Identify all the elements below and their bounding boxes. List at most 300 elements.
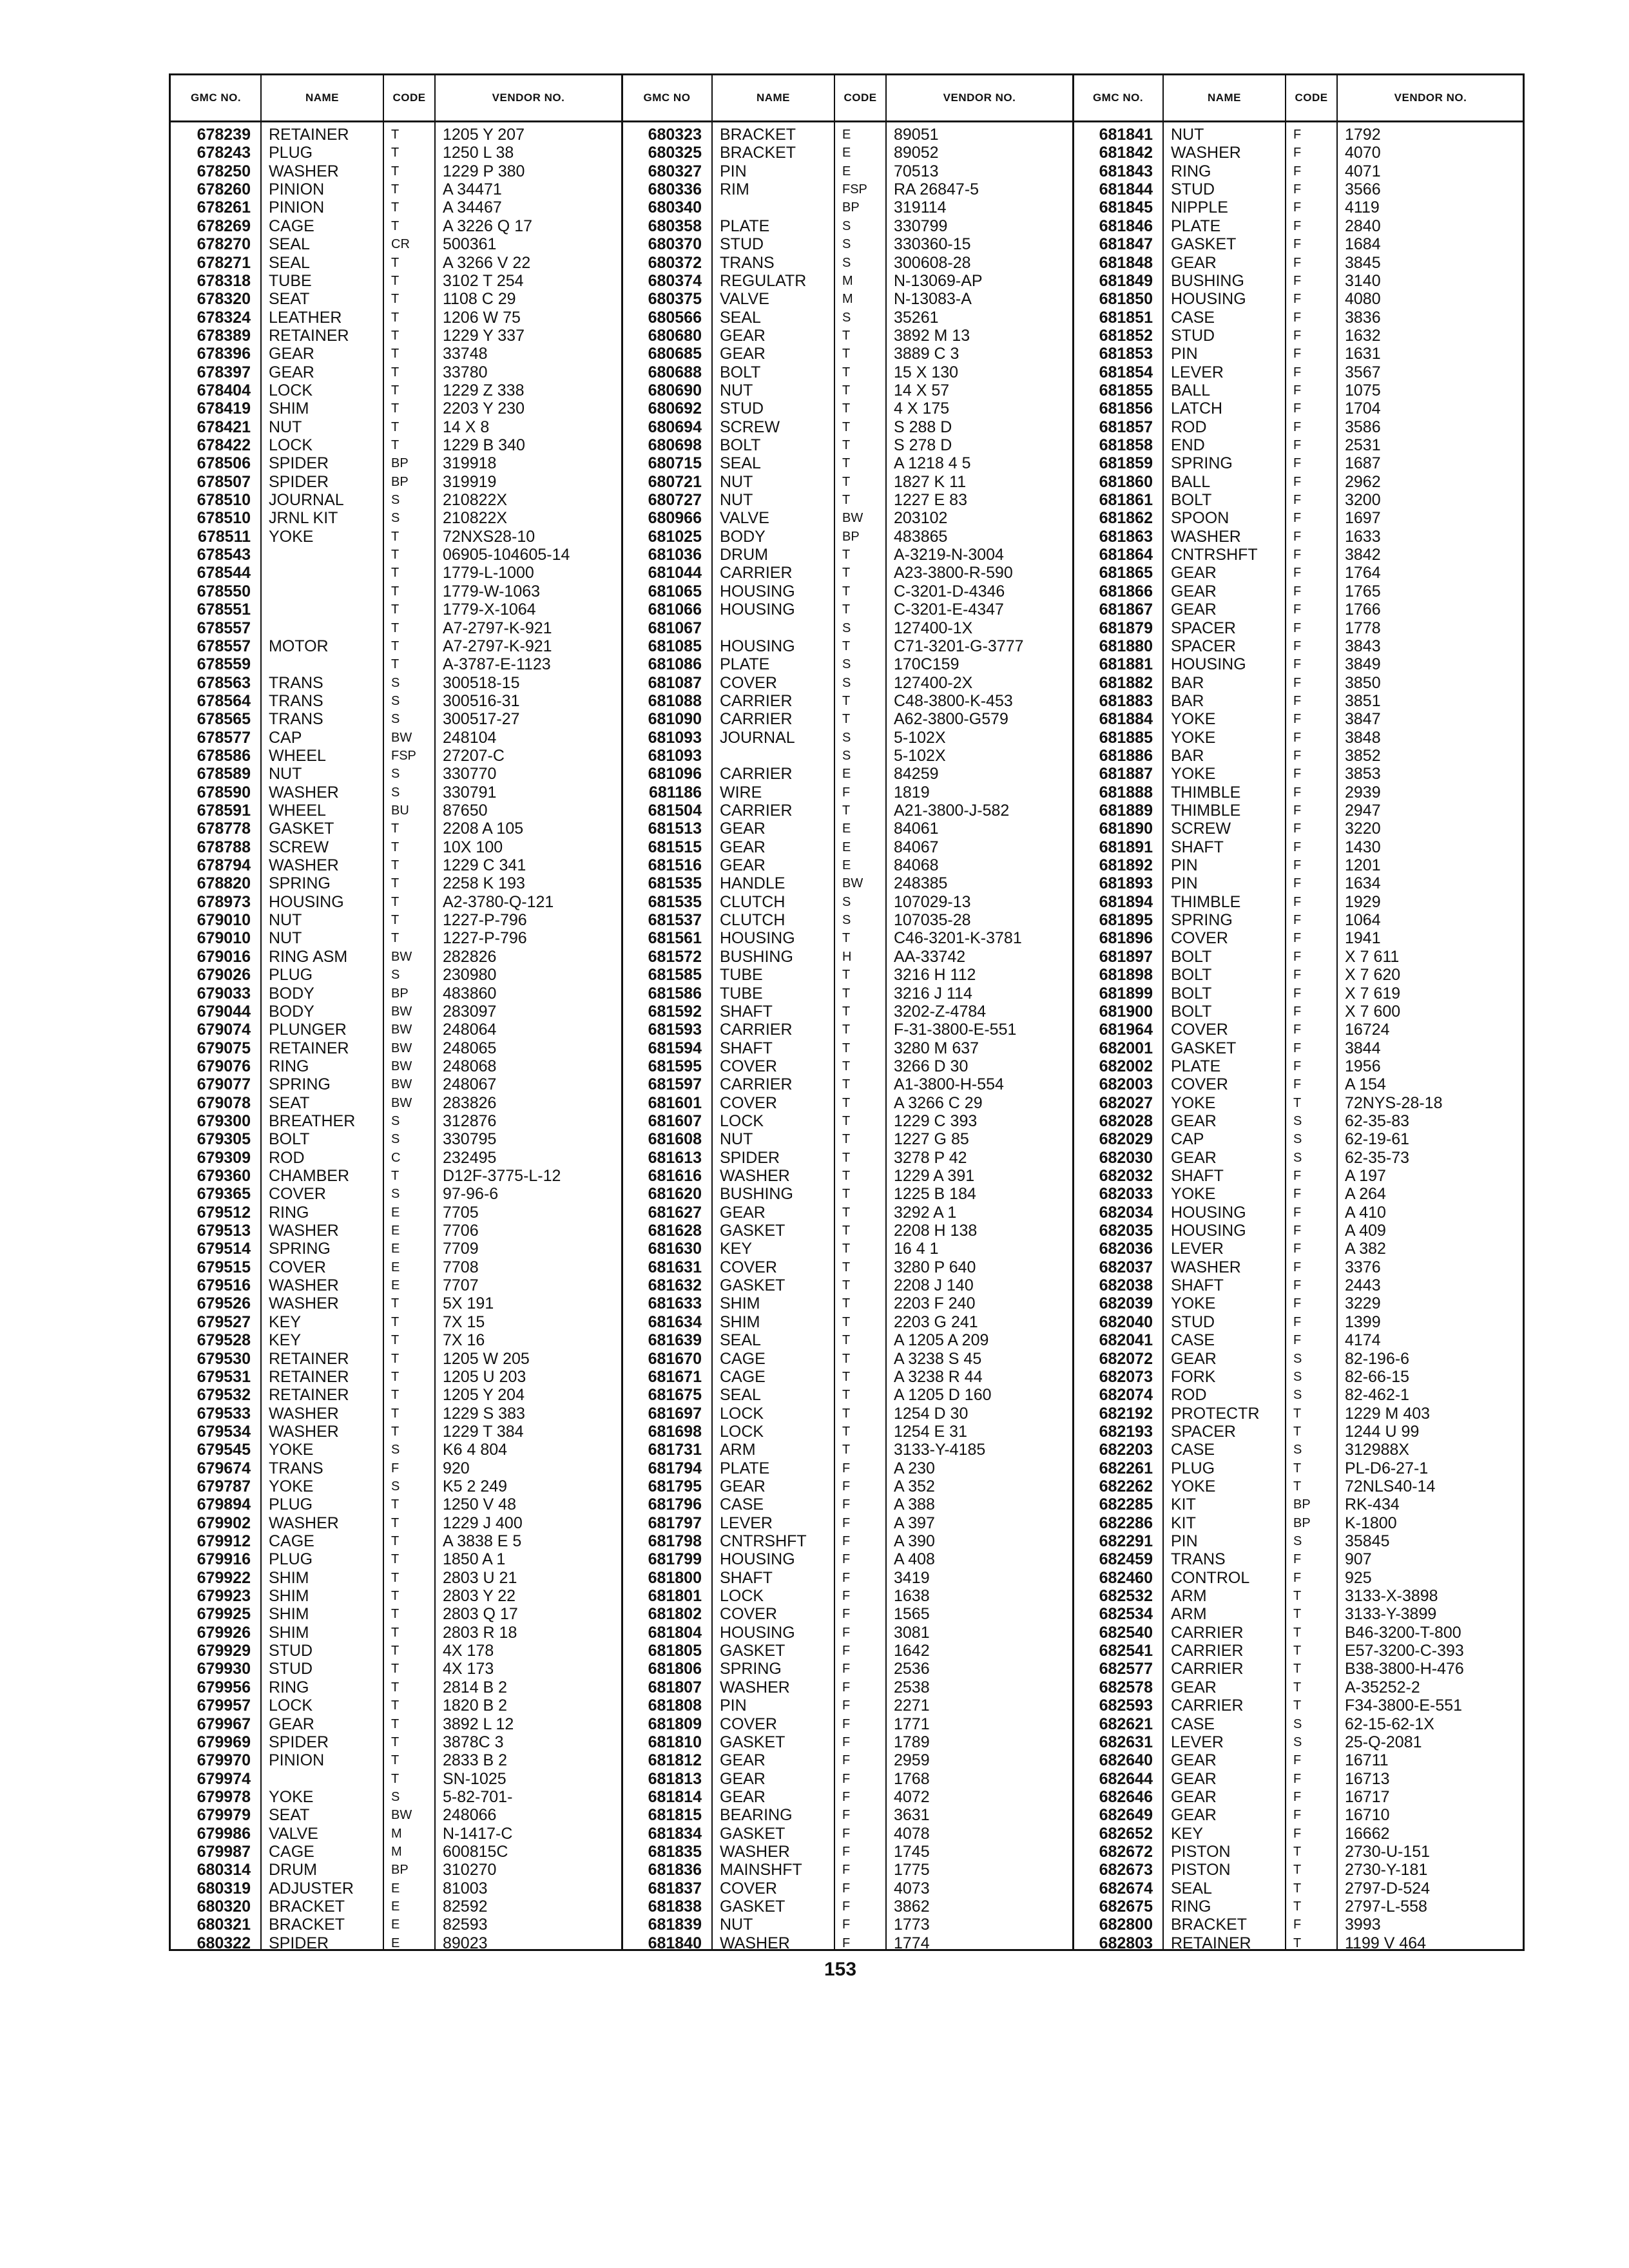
part-name: GASKET <box>1171 1039 1237 1057</box>
vendor-code: T <box>842 1406 851 1421</box>
vendor-code: F <box>1293 255 1302 270</box>
vendor-number: 16710 <box>1345 1806 1390 1825</box>
vendor-number: 300518-15 <box>443 673 520 692</box>
part-name: ADJUSTER <box>269 1879 354 1898</box>
gmc-number: 682286 <box>1099 1514 1153 1532</box>
vendor-code: F <box>1293 474 1302 489</box>
vendor-number: 89052 <box>894 144 939 162</box>
vendor-code: F <box>842 1899 851 1914</box>
vendor-code: S <box>842 255 851 270</box>
vendor-code: F <box>842 1936 851 1950</box>
vendor-code: T <box>391 894 400 909</box>
gmc-number: 681899 <box>1099 984 1153 1003</box>
vendor-number: 4X 178 <box>443 1642 494 1660</box>
vendor-code: F <box>1293 456 1302 471</box>
vendor-number: A 409 <box>1345 1222 1386 1240</box>
vendor-code: F <box>1293 785 1302 800</box>
gmc-number: 681839 <box>648 1916 702 1934</box>
part-name: STUD <box>720 235 764 254</box>
part-name: KIT <box>1171 1514 1196 1532</box>
gmc-number: 680327 <box>648 162 702 180</box>
vendor-number: 16662 <box>1345 1824 1390 1843</box>
vendor-code: T <box>842 693 851 708</box>
gmc-number: 681804 <box>648 1623 702 1642</box>
part-name: SEAL <box>720 308 761 327</box>
vendor-code: T <box>1293 1936 1302 1950</box>
gmc-number: 681857 <box>1099 418 1153 436</box>
gmc-number: 681628 <box>648 1222 702 1240</box>
vendor-number: 1632 <box>1345 326 1381 345</box>
vendor-code: F <box>842 1662 851 1677</box>
vendor-number: 3849 <box>1345 655 1381 674</box>
vendor-code: F <box>842 1497 851 1512</box>
part-name: WASHER <box>720 1842 790 1861</box>
gmc-number: 680698 <box>648 436 702 454</box>
vendor-code: F <box>1293 767 1302 782</box>
vendor-number: 3278 P 42 <box>894 1148 967 1167</box>
part-name: JRNL KIT <box>269 509 338 528</box>
part-name: PIN <box>1171 1532 1198 1550</box>
part-name: RETAINER <box>269 1039 349 1057</box>
vendor-code: T <box>391 1552 400 1567</box>
gmc-number: 680358 <box>648 216 702 235</box>
part-name: LEATHER <box>269 308 342 327</box>
gmc-number: 681597 <box>648 1075 702 1094</box>
part-name: PLATE <box>1171 216 1221 235</box>
part-name: SPRING <box>1171 911 1233 929</box>
part-name: GEAR <box>720 838 766 856</box>
part-name: COVER <box>1171 1075 1228 1094</box>
vendor-code: S <box>1293 1388 1302 1403</box>
vendor-code: T <box>391 1388 400 1403</box>
vendor-number: 1227-P-796 <box>443 929 527 948</box>
vendor-code: F <box>842 1844 851 1859</box>
vendor-code: T <box>842 1296 851 1311</box>
vendor-number: 1399 <box>1345 1312 1381 1331</box>
vendor-number: 312876 <box>443 1111 497 1130</box>
part-name: LOCK <box>720 1111 764 1130</box>
gmc-number: 681849 <box>1099 271 1153 290</box>
gmc-number: 680322 <box>197 1934 251 1952</box>
vendor-number: 907 <box>1345 1550 1372 1569</box>
vendor-code: F <box>1293 347 1302 361</box>
part-name: KEY <box>720 1240 753 1258</box>
vendor-code: T <box>391 913 400 927</box>
part-name: YOKE <box>1171 710 1216 729</box>
gmc-number: 681834 <box>648 1824 702 1843</box>
vendor-number: A 34467 <box>443 198 502 217</box>
vendor-code: T <box>391 1314 400 1329</box>
part-name: GEAR <box>269 363 314 381</box>
gmc-number: 679514 <box>197 1240 251 1258</box>
vendor-number: 97-96-6 <box>443 1185 499 1204</box>
part-name: CAGE <box>269 1532 314 1550</box>
vendor-number: 1768 <box>894 1769 930 1788</box>
vendor-code: T <box>391 273 400 288</box>
gmc-number: 680321 <box>197 1916 251 1934</box>
part-name: DRUM <box>720 546 768 564</box>
vendor-number: A 3226 Q 17 <box>443 216 533 235</box>
gmc-number: 679516 <box>197 1276 251 1295</box>
vendor-number: 300516-31 <box>443 691 520 710</box>
vendor-number: 230980 <box>443 966 497 985</box>
gmc-number: 681843 <box>1099 162 1153 180</box>
gmc-number: 681893 <box>1099 874 1153 893</box>
part-name: GASKET <box>720 1222 786 1240</box>
vendor-code: S <box>1293 1113 1302 1128</box>
vendor-number: 3843 <box>1345 637 1381 655</box>
part-name: RETAINER <box>269 326 349 345</box>
part-name: CASE <box>1171 308 1215 327</box>
vendor-number: 5-102X <box>894 728 946 747</box>
vendor-code: E <box>842 146 851 160</box>
gmc-number: 678260 <box>197 180 251 199</box>
part-name: TUBE <box>720 984 763 1003</box>
vendor-code: T <box>391 1698 400 1713</box>
vendor-number: A 3238 S 45 <box>894 1349 982 1368</box>
vendor-code: T <box>1293 1479 1302 1494</box>
vendor-code: T <box>842 493 851 507</box>
gmc-number: 681888 <box>1099 783 1153 802</box>
vendor-code: F <box>842 1863 851 1878</box>
part-name: NUT <box>269 929 302 948</box>
part-name: SHIM <box>269 1623 309 1642</box>
part-name: FORK <box>1171 1367 1216 1386</box>
vendor-code: T <box>391 1497 400 1512</box>
vendor-code: S <box>1293 1150 1302 1165</box>
vendor-number: 170C159 <box>894 655 959 674</box>
part-name: NIPPLE <box>1171 198 1228 217</box>
vendor-number: 33780 <box>443 363 488 381</box>
vendor-number: S 278 D <box>894 436 952 454</box>
vendor-code: F <box>1293 748 1302 763</box>
vendor-number: F-31-3800-E-551 <box>894 1021 1017 1039</box>
vendor-number: 2538 <box>894 1678 930 1696</box>
vendor-number: 1075 <box>1345 381 1381 399</box>
part-name: SEAL <box>720 1331 761 1350</box>
gmc-number: 679076 <box>197 1057 251 1075</box>
vendor-number: 203102 <box>894 509 948 528</box>
vendor-number: 1064 <box>1345 911 1381 929</box>
gmc-number: 682631 <box>1099 1733 1153 1751</box>
gmc-number: 682034 <box>1099 1203 1153 1222</box>
gmc-number: 681882 <box>1099 673 1153 692</box>
part-name: PLUG <box>269 966 313 985</box>
part-name: SHAFT <box>720 1568 773 1587</box>
part-name: CARRIER <box>720 691 793 710</box>
part-name: GEAR <box>1171 1787 1217 1806</box>
vendor-number: X 7 600 <box>1345 1002 1401 1021</box>
vendor-code: S <box>391 675 400 690</box>
gmc-number: 681601 <box>648 1093 702 1112</box>
vendor-number: 3419 <box>894 1568 930 1587</box>
vendor-code: S <box>391 712 400 727</box>
vendor-number: K6 4 804 <box>443 1441 508 1459</box>
vendor-code: T <box>391 164 400 178</box>
vendor-code: BP <box>391 1863 409 1878</box>
part-name: COVER <box>720 1715 777 1733</box>
gmc-number: 681837 <box>648 1879 702 1898</box>
vendor-code: T <box>391 1570 400 1585</box>
header-vendor-no: VENDOR NO. <box>943 91 1016 104</box>
part-name: TRANS <box>720 253 775 272</box>
part-name: PINION <box>269 198 325 217</box>
header-code: CODE <box>1295 91 1328 104</box>
part-name: WASHER <box>269 1294 339 1313</box>
vendor-code: T <box>391 310 400 325</box>
gmc-number: 678577 <box>197 728 251 747</box>
vendor-number: X 7 620 <box>1345 966 1401 985</box>
vendor-number: 84061 <box>894 820 939 838</box>
part-name: SPRING <box>269 874 331 893</box>
vendor-number: 81003 <box>443 1879 488 1898</box>
vendor-number: 282826 <box>443 947 497 966</box>
vendor-number: 3853 <box>1345 765 1381 783</box>
part-name: TRANS <box>269 1459 323 1477</box>
part-name: CARRIER <box>720 710 793 729</box>
vendor-code: BW <box>391 730 412 745</box>
part-name: BAR <box>1171 746 1204 765</box>
vendor-number: 2840 <box>1345 216 1381 235</box>
vendor-code: F <box>1293 712 1302 727</box>
part-name: VALVE <box>720 290 769 309</box>
gmc-number: 680685 <box>648 345 702 363</box>
gmc-number: 681863 <box>1099 527 1153 546</box>
gmc-number: 679787 <box>197 1477 251 1495</box>
part-name: CHAMBER <box>269 1167 350 1185</box>
gmc-number: 681859 <box>1099 454 1153 473</box>
part-name: CARRIER <box>1171 1660 1244 1678</box>
part-name: RETAINER <box>269 1386 349 1405</box>
part-name: CASE <box>1171 1715 1215 1733</box>
vendor-code: S <box>391 1187 400 1202</box>
gmc-number: 680314 <box>197 1861 251 1879</box>
vendor-number: 3102 T 254 <box>443 271 524 290</box>
vendor-code: T <box>391 548 400 562</box>
vendor-number: 35845 <box>1345 1532 1390 1550</box>
vendor-code: T <box>391 822 400 836</box>
vendor-number: 1229 Y 337 <box>443 326 525 345</box>
part-name: GEAR <box>720 820 766 838</box>
vendor-number: A 3238 R 44 <box>894 1367 983 1386</box>
gmc-number: 681856 <box>1099 399 1153 418</box>
vendor-number: 2803 R 18 <box>443 1623 517 1642</box>
vendor-code: F <box>842 1589 851 1603</box>
gmc-number: 681884 <box>1099 710 1153 729</box>
vendor-code: T <box>391 365 400 380</box>
part-name: SPRING <box>269 1075 331 1094</box>
gmc-number: 679533 <box>197 1404 251 1423</box>
part-name: CASE <box>720 1495 764 1514</box>
vendor-code: F <box>1293 1552 1302 1567</box>
vendor-number: 3586 <box>1345 418 1381 436</box>
vendor-number: 319114 <box>894 198 947 217</box>
vendor-number: 2959 <box>894 1751 930 1770</box>
vendor-code: E <box>391 1881 400 1896</box>
vendor-code: T <box>842 1004 851 1019</box>
part-name: YOKE <box>269 527 314 546</box>
vendor-code: T <box>1293 1424 1302 1439</box>
gmc-number: 681186 <box>648 783 702 802</box>
vendor-code: F <box>1293 218 1302 233</box>
vendor-number: 3376 <box>1345 1258 1381 1276</box>
vendor-number: 82593 <box>443 1916 488 1934</box>
vendor-number: 82-66-15 <box>1345 1367 1410 1386</box>
vendor-number: 107029-13 <box>894 892 971 911</box>
vendor-code: F <box>1293 1278 1302 1293</box>
gmc-number: 679078 <box>197 1093 251 1112</box>
gmc-number: 681964 <box>1099 1021 1153 1039</box>
vendor-number: 2797-L-558 <box>1345 1898 1427 1916</box>
vendor-number: A7-2797-K-921 <box>443 637 552 655</box>
part-name: REGULATR <box>720 271 807 290</box>
vendor-code: F <box>842 1826 851 1841</box>
vendor-number: 2208 H 138 <box>894 1222 978 1240</box>
vendor-number: 2833 B 2 <box>443 1751 508 1770</box>
gmc-number: 680320 <box>197 1898 251 1916</box>
vendor-number: 7X 15 <box>443 1312 485 1331</box>
gmc-number: 678506 <box>197 454 251 473</box>
vendor-code: E <box>842 840 851 854</box>
header-vendor-no: VENDOR NO. <box>1394 91 1467 104</box>
vendor-code: CR <box>391 237 410 252</box>
part-name: WIRE <box>720 783 762 802</box>
part-name: YOKE <box>1171 728 1216 747</box>
part-name: RETAINER <box>269 1367 349 1386</box>
vendor-number: 2803 Q 17 <box>443 1605 518 1624</box>
vendor-code: F <box>1293 1187 1302 1202</box>
vendor-number: 14 X 57 <box>894 381 950 399</box>
vendor-code: T <box>391 602 400 617</box>
gmc-number: 682002 <box>1099 1057 1153 1075</box>
gmc-number: 681799 <box>648 1550 702 1569</box>
vendor-code: M <box>391 1826 402 1841</box>
vendor-number: 1229 J 400 <box>443 1514 523 1532</box>
vendor-code: T <box>842 712 851 727</box>
gmc-number: 678389 <box>197 326 251 345</box>
vendor-code: E <box>842 822 851 836</box>
gmc-number: 679515 <box>197 1258 251 1276</box>
part-name: SHAFT <box>720 1002 773 1021</box>
vendor-code: F <box>842 1680 851 1695</box>
gmc-number: 680323 <box>648 126 702 144</box>
gmc-number: 681841 <box>1099 126 1153 144</box>
vendor-number: 62-35-73 <box>1345 1148 1410 1167</box>
vendor-number: A 352 <box>894 1477 935 1495</box>
gmc-number: 681572 <box>648 947 702 966</box>
vendor-code: T <box>391 584 400 599</box>
vendor-number: 1199 V 464 <box>1345 1934 1427 1952</box>
vendor-number: 2203 G 241 <box>894 1312 978 1331</box>
gmc-number: 682003 <box>1099 1075 1153 1094</box>
part-name: PLUG <box>1171 1459 1215 1477</box>
part-name: GEAR <box>1171 582 1217 601</box>
vendor-number: N-1417-C <box>443 1824 513 1843</box>
part-name: CLUTCH <box>720 911 786 929</box>
vendor-number: 16711 <box>1345 1751 1389 1770</box>
vendor-number: 2803 Y 22 <box>443 1587 516 1605</box>
gmc-number: 681627 <box>648 1203 702 1222</box>
vendor-code: M <box>391 1844 402 1859</box>
vendor-code: F <box>842 1644 851 1658</box>
vendor-code: F <box>1293 1041 1302 1055</box>
vendor-number: A 1218 4 5 <box>894 454 971 473</box>
part-name: GEAR <box>720 326 766 345</box>
vendor-code: BP <box>391 456 409 471</box>
gmc-number: 682039 <box>1099 1294 1153 1313</box>
vendor-code: BW <box>842 876 863 891</box>
vendor-number: 1850 A 1 <box>443 1550 506 1569</box>
vendor-number: 3848 <box>1345 728 1381 747</box>
header-code: CODE <box>843 91 877 104</box>
part-name: SPIDER <box>269 1934 329 1952</box>
vendor-code: E <box>391 1278 400 1293</box>
gmc-number: 678250 <box>197 162 251 180</box>
vendor-code: T <box>842 968 851 983</box>
part-name: NUT <box>720 1916 753 1934</box>
part-name: GASKET <box>720 1733 786 1751</box>
gmc-number: 678511 <box>197 527 251 546</box>
gmc-number: 681795 <box>648 1477 702 1495</box>
gmc-number: 682674 <box>1099 1879 1153 1898</box>
gmc-number: 679967 <box>197 1715 251 1733</box>
vendor-number: 1634 <box>1345 874 1381 893</box>
gmc-number: 682593 <box>1099 1696 1153 1715</box>
part-name: HOUSING <box>1171 290 1246 309</box>
gmc-number: 681858 <box>1099 436 1153 454</box>
part-name: SEAT <box>269 290 310 309</box>
vendor-number: 1704 <box>1345 399 1381 418</box>
gmc-number: 681883 <box>1099 691 1153 710</box>
gmc-number: 681889 <box>1099 802 1153 820</box>
vendor-number: 483865 <box>894 527 948 546</box>
part-name: CARRIER <box>1171 1696 1244 1715</box>
vendor-number: 1765 <box>1345 582 1381 601</box>
part-name: SPOON <box>1171 509 1229 528</box>
vendor-number: A 34471 <box>443 180 502 199</box>
vendor-code: FSP <box>842 182 867 197</box>
gmc-number: 682540 <box>1099 1623 1153 1642</box>
gmc-number: 679987 <box>197 1842 251 1861</box>
part-name: ROD <box>1171 1386 1207 1405</box>
vendor-code: T <box>842 548 851 562</box>
gmc-number: 681593 <box>648 1021 702 1039</box>
part-name: SPRING <box>1171 454 1233 473</box>
vendor-code: F <box>1293 1808 1302 1823</box>
gmc-number: 680680 <box>648 326 702 345</box>
part-name: YOKE <box>269 1477 314 1495</box>
gmc-number: 681881 <box>1099 655 1153 674</box>
gmc-number: 681608 <box>648 1130 702 1149</box>
vendor-code: F <box>842 785 851 800</box>
vendor-number: S 288 D <box>894 418 952 436</box>
part-name: RING <box>269 1203 309 1222</box>
vendor-number: 300517-27 <box>443 710 520 729</box>
vendor-code: T <box>842 986 851 1001</box>
vendor-number: A23-3800-R-590 <box>894 564 1013 582</box>
vendor-code: T <box>842 456 851 471</box>
part-name: BUSHING <box>1171 271 1244 290</box>
vendor-number: 06905-104605-14 <box>443 546 570 564</box>
part-name: BALL <box>1171 381 1211 399</box>
vendor-code: T <box>842 383 851 398</box>
gmc-number: 681090 <box>648 710 702 729</box>
vendor-code: T <box>391 128 400 142</box>
gmc-number: 682672 <box>1099 1842 1153 1861</box>
vendor-number: 3862 <box>894 1898 930 1916</box>
vendor-code: T <box>842 1132 851 1147</box>
part-name: CASE <box>1171 1331 1215 1350</box>
